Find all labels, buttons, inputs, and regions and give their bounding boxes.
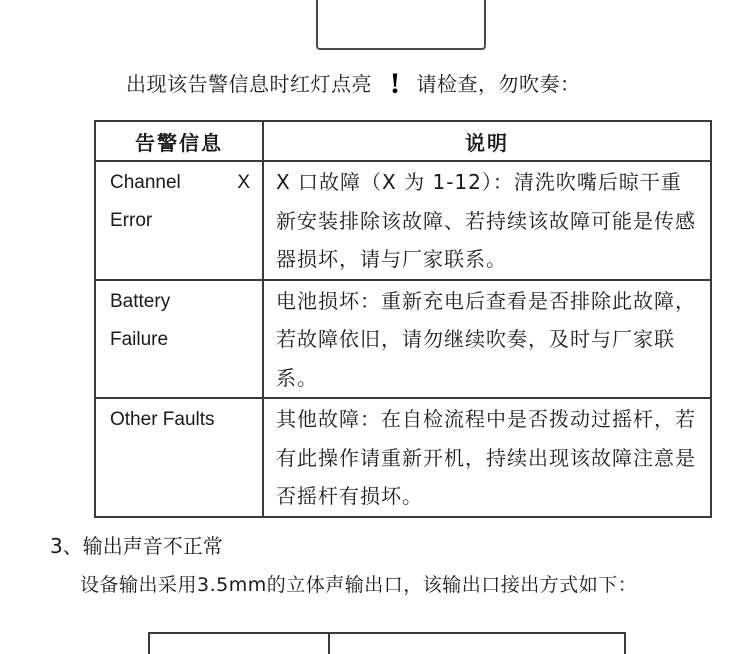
alarm-info-table: [94, 120, 712, 518]
battery-failure-display-box: [316, 0, 486, 50]
section-body-text: 设备输出采用3.5mm的立体声输出口，该输出口接出方式如下：: [80, 574, 638, 596]
alarm-description-cell: 电池损坏：重新充电后查看是否排除此故障，若故障依旧，请勿继续吹奏，及时与厂家联系。: [263, 280, 711, 399]
alarm-name-text: Failure: [110, 328, 169, 350]
table-row: [95, 398, 711, 517]
table-row: [95, 280, 711, 399]
warning-text-before: 出现该告警信息时红灯点亮: [126, 71, 372, 96]
alarm-description-cell: X 口故障（X 为 1-12）：清洗吹嘴后晾干重新安装排除该故障、若持续该故障可能是传感器损坏，请与厂家联系。: [263, 161, 711, 280]
warning-text-after: 请检查，勿吹奏：: [416, 71, 581, 96]
table-row: [95, 161, 711, 280]
table-divider: [328, 634, 330, 654]
alarm-name-text: Other Faults: [110, 409, 215, 430]
table-header-row: [95, 121, 711, 161]
alarm-name-text: X: [237, 172, 250, 193]
alarm-description-cell: 其他故障：在自检流程中是否拨动过摇杆，若有此操作请重新开机，持续出现该故障注意是否摇杆有损坏。: [263, 398, 711, 517]
alarm-name-text: Error: [110, 210, 153, 231]
alarm-name-text: Battery: [110, 290, 171, 312]
section-title: 3、输出声音不正常: [50, 534, 223, 558]
output-wiring-table-edge: [148, 632, 626, 654]
alarm-name-cell: [95, 398, 263, 517]
warning-line: [126, 66, 581, 98]
alarm-name-cell: [95, 161, 263, 280]
header-alarm-info: 告警信息: [95, 121, 263, 161]
header-description: 说明: [263, 121, 711, 161]
exclamation-icon: !: [390, 67, 401, 100]
alarm-name-text: Channel: [110, 172, 181, 193]
alarm-name-cell: [95, 280, 263, 399]
